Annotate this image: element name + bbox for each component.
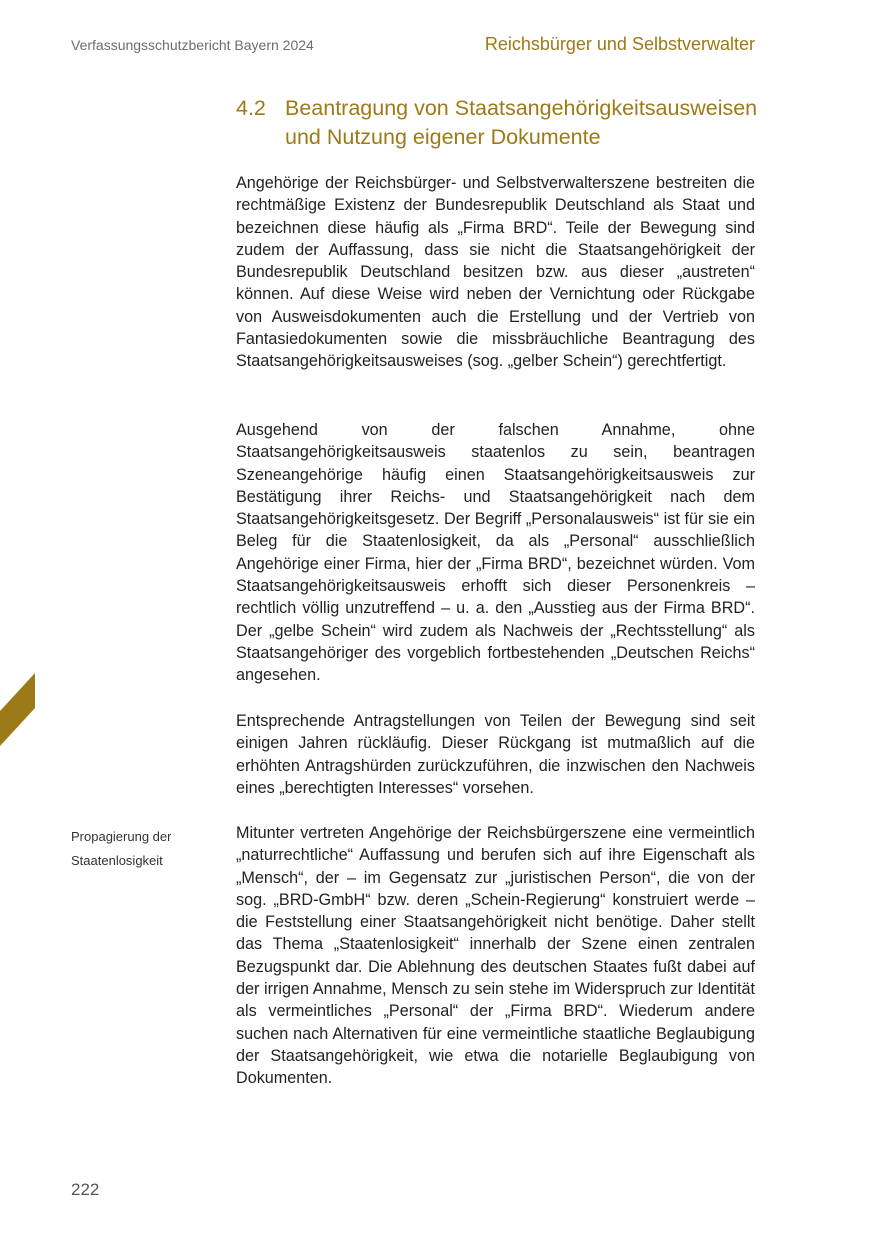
margin-note: Propagierung der Staatenlosigkeit bbox=[71, 829, 172, 868]
section-number: 4.2 bbox=[236, 96, 266, 120]
paragraph-1: Angehörige der Reichsbürger- und Selbstverwalterszene bestreiten die rechtmäßige Existenz der Bundesrepublik Deutschland als Staat und bezeichnen diese häufig als „Firma BRD“. Teile der Bewegung sind zudem der Auffassung, dass sie nicht die Staatsangehörigkeit der Bundesrepublik Deutschland besitzen bzw. aus dieser „austreten“ können. Auf diese Weise wird neben der Vernichtung oder Rückgabe von Ausweisdokumenten auch die Erstellung und der Vertrieb von Fantasiedokumenten sowie die missbräuchliche Beantragung des Staatsangehörigkeitsausweises (sog. „gelber Schein“) gerechtfertigt. bbox=[236, 174, 755, 371]
chapter-title: Reichsbürger und Selbstverwalter bbox=[484, 34, 755, 54]
report-title: Verfassungsschutzbericht Bayern 2024 bbox=[71, 37, 314, 53]
paragraph-3: Entsprechende Antragstellungen von Teilen der Bewegung sind seit einigen Jahren rückläufig. Dieser Rückgang ist mutmaßlich auf die erhöhten Antragshürden zurückzuführen, die inzwischen den Nachweis eines „berechtigten Interesses“ vorsehen. bbox=[236, 712, 755, 797]
section-title: Beantragung von Staatsangehörigkeitsausweisen und Nutzung eigener Dokumente bbox=[285, 96, 758, 149]
page-number: 222 bbox=[71, 1180, 100, 1199]
paragraph-2: Ausgehend von der falschen Annahme, ohne Staatsangehörigkeitsausweis staatenlos zu sein, beantragen Szeneangehörige häufig einen Staatsangehörigkeitsausweis zur Bestätigung ihrer Reichs- und Staatsangehörigkeit nach dem Staatsangehörigkeitsgesetz. Der Begriff „Personalausweis“ ist für sie ein Beleg für die Staatenlosigkeit, da als „Personal“ ausschließlich Angehörige einer Firma, hier der „Firma BRD“, bezeichnet würden. Vom Staatsangehörigkeitsausweis erhofft sich dieser Personenkreis – rechtlich völlig unzutreffend – u. a. den „Ausstieg aus der Firma BRD“. Der „gelbe Schein“ wird zudem als Nachweis der „Rechtsstellung“ als Staatsangehöriger des vorgeblich fortbestehenden „Deutschen Reichs“ angesehen. bbox=[236, 421, 755, 685]
section-heading bbox=[236, 94, 766, 152]
paragraph-4: Mitunter vertreten Angehörige der Reichsbürgerszene eine vermeintlich „naturrechtliche“ Auffassung und berufen sich auf ihre Eigenschaft als „Mensch“, der – im Gegensatz zur „juristischen Person“, die von der sog. „BRD-GmbH“ bzw. deren „Schein-Regierung“ konstruiert werde – die Feststellung einer Staatsangehörigkeit nicht benötige. Daher stellt das Thema „Staatenlosigkeit“ innerhalb der Szene einen zentralen Bezugspunkt dar. Die Ablehnung des deutschen Staates fußt dabei auf der irrigen Annahme, Mensch zu sein stehe im Widerspruch zur Identität als vermeintliches „Personal“ der „Firma BRD“. Wiederum andere suchen nach Alternativen für eine vermeintliche staatliche Beglaubigung der Staatsangehörigkeit, wie etwa die notarielle Beglaubigung von Dokumenten. bbox=[236, 824, 755, 1088]
chapter-accent-tab bbox=[0, 673, 35, 746]
chapter-accent-shape bbox=[0, 673, 35, 746]
